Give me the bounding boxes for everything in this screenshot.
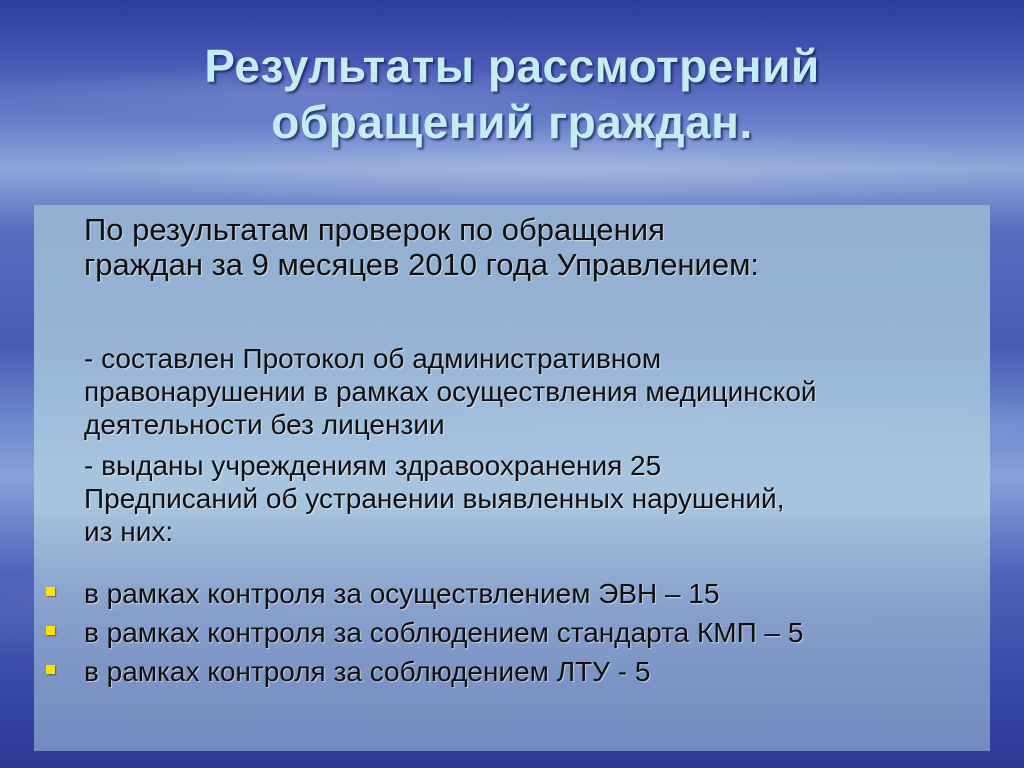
intro-line-2: граждан за 9 месяцев 2010 года Управлением:: [84, 247, 760, 282]
prescriptions-line-2: Предписаний об устранении выявленных нарушений,: [84, 483, 785, 514]
square-bullet-icon: [46, 665, 55, 674]
prescriptions-line-3: из них:: [84, 516, 174, 547]
list-item: [44, 613, 984, 652]
protocol-line-1: - составлен Протокол об административном: [84, 343, 662, 374]
list-item: [44, 574, 984, 613]
square-bullet-icon: [46, 587, 55, 596]
list-item-text: в рамках контроля за осуществлением ЭВН – 15: [84, 578, 720, 609]
slide-title-line-1: Результаты рассмотрений: [204, 40, 820, 92]
protocol-paragraph: [84, 342, 984, 441]
slide-title: [0, 38, 1024, 150]
protocol-line-2: правонарушении в рамках осуществления медицинской: [84, 376, 817, 407]
intro-line-1: По результатам проверок по обращения: [84, 212, 665, 247]
prescriptions-line-1: - выданы учреждениям здравоохранения 25: [84, 450, 662, 481]
list-item-text: в рамках контроля за соблюдением стандарта КМП – 5: [84, 617, 804, 648]
slide-title-line-2: обращений граждан.: [271, 96, 753, 148]
protocol-line-3: деятельности без лицензии: [84, 409, 445, 440]
square-bullet-icon: [46, 626, 55, 635]
bullet-list: [44, 574, 984, 691]
intro-paragraph: [84, 212, 984, 282]
prescriptions-paragraph: [84, 449, 984, 548]
list-item-text: в рамках контроля за соблюдением ЛТУ - 5: [84, 656, 651, 687]
list-item: [44, 652, 984, 691]
